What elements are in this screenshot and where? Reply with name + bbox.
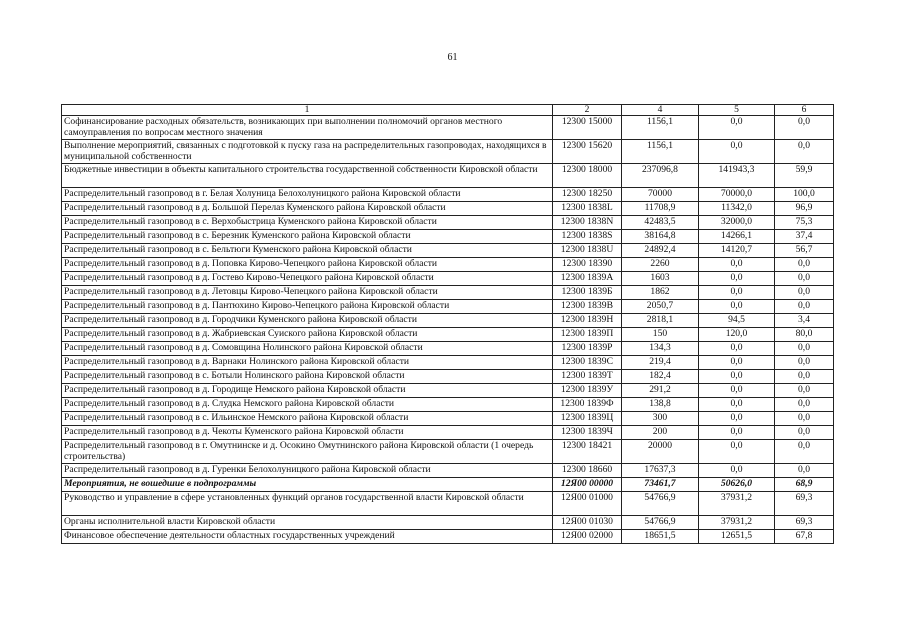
- row-code: 12300 1838U: [553, 244, 622, 258]
- row-value-percent: 0,0: [775, 356, 834, 370]
- row-value-actual: 0,0: [699, 258, 775, 272]
- row-value-percent: 59,9: [775, 164, 834, 188]
- row-value-percent: 69,3: [775, 492, 834, 516]
- row-value-percent: 0,0: [775, 140, 834, 164]
- table-row: [62, 140, 834, 164]
- row-code: 12300 1839Ч: [553, 426, 622, 440]
- row-value-plan: 17637,3: [622, 464, 699, 478]
- row-value-actual: 0,0: [699, 426, 775, 440]
- row-name: Бюджетные инвестиции в объекты капитального строительства государственной собственности Кировской области: [62, 164, 553, 188]
- table-row: [62, 286, 834, 300]
- row-name: Распределительный газопровод в с. Бельтюги Куменского района Кировской области: [62, 244, 553, 258]
- row-code: 12300 18390: [553, 258, 622, 272]
- row-value-actual: 70000,0: [699, 188, 775, 202]
- row-value-percent: 0,0: [775, 426, 834, 440]
- table-row: [62, 342, 834, 356]
- row-code: 12300 1839Т: [553, 370, 622, 384]
- table-row: [62, 202, 834, 216]
- table-row: [62, 258, 834, 272]
- table-row: [62, 412, 834, 426]
- header-col-4: 4: [622, 105, 699, 116]
- row-value-plan: 24892,4: [622, 244, 699, 258]
- row-value-actual: 14266,1: [699, 230, 775, 244]
- row-name: Распределительный газопровод в д. Слудка Немского района Кировской области: [62, 398, 553, 412]
- row-value-percent: 0,0: [775, 384, 834, 398]
- table-body: [62, 116, 834, 544]
- row-name: Распределительный газопровод в с. Ботыли Нолинского района Кировской области: [62, 370, 553, 384]
- row-value-actual: 0,0: [699, 398, 775, 412]
- row-code: 12300 1839Р: [553, 342, 622, 356]
- row-value-percent: 0,0: [775, 286, 834, 300]
- table-row: [62, 398, 834, 412]
- row-code: 12300 1838L: [553, 202, 622, 216]
- row-value-percent: 80,0: [775, 328, 834, 342]
- row-value-plan: 200: [622, 426, 699, 440]
- row-value-plan: 11708,9: [622, 202, 699, 216]
- row-value-plan: 2050,7: [622, 300, 699, 314]
- row-code: 12300 1839В: [553, 300, 622, 314]
- row-name: Финансовое обеспечение деятельности областных государственных учреждений: [62, 530, 553, 544]
- row-name: Распределительный газопровод в д. Жабриевская Суиского района Кировской области: [62, 328, 553, 342]
- header-col-5: 5: [699, 105, 775, 116]
- row-value-actual: 50626,0: [699, 478, 775, 492]
- row-value-percent: 75,3: [775, 216, 834, 230]
- row-value-plan: 138,8: [622, 398, 699, 412]
- row-value-actual: 0,0: [699, 464, 775, 478]
- row-value-actual: 0,0: [699, 272, 775, 286]
- row-value-actual: 0,0: [699, 286, 775, 300]
- row-value-plan: 2260: [622, 258, 699, 272]
- table-row: [62, 188, 834, 202]
- row-value-plan: 38164,8: [622, 230, 699, 244]
- row-name: Софинансирование расходных обязательств, возникающих при выполнении полномочий органов местного самоуправления по вопросам местного значения: [62, 116, 553, 140]
- table-row: [62, 328, 834, 342]
- table-row: [62, 516, 834, 530]
- row-name: Выполнение мероприятий, связанных с подготовкой к пуску газа на распределительных газопроводах, находящихся в муниципальной собственности: [62, 140, 553, 164]
- row-value-percent: 68,9: [775, 478, 834, 492]
- row-code: 12300 1838S: [553, 230, 622, 244]
- row-name: Распределительный газопровод в д. Городище Немского района Кировской области: [62, 384, 553, 398]
- row-value-percent: 3,4: [775, 314, 834, 328]
- row-code: 12Я00 01030: [553, 516, 622, 530]
- table-row: [62, 530, 834, 544]
- row-code: 12300 1839Ф: [553, 398, 622, 412]
- row-code: 12300 1839С: [553, 356, 622, 370]
- row-code: 12300 1839Н: [553, 314, 622, 328]
- row-name: Распределительный газопровод в с. Ильинское Немского района Кировской области: [62, 412, 553, 426]
- row-code: 12Я00 00000: [553, 478, 622, 492]
- row-name: Распределительный газопровод в д. Варнаки Нолинского района Кировской области: [62, 356, 553, 370]
- row-value-actual: 94,5: [699, 314, 775, 328]
- row-value-plan: 20000: [622, 440, 699, 464]
- row-value-percent: 67,8: [775, 530, 834, 544]
- table-row: [62, 230, 834, 244]
- table-row: [62, 492, 834, 516]
- row-code: 12300 15000: [553, 116, 622, 140]
- row-value-actual: 14120,7: [699, 244, 775, 258]
- header-col-2: 2: [553, 105, 622, 116]
- row-value-plan: 300: [622, 412, 699, 426]
- row-value-percent: 0,0: [775, 398, 834, 412]
- row-value-actual: 0,0: [699, 440, 775, 464]
- row-name: Распределительный газопровод в д. Большой Перелаз Куменского района Кировской области: [62, 202, 553, 216]
- row-name: Распределительный газопровод в д. Гостево Кирово-Чепецкого района Кировской области: [62, 272, 553, 286]
- table-row: [62, 216, 834, 230]
- row-code: 12300 15620: [553, 140, 622, 164]
- row-code: 12300 1839А: [553, 272, 622, 286]
- table-row: [62, 384, 834, 398]
- table-row: [62, 272, 834, 286]
- table-row: [62, 356, 834, 370]
- row-value-plan: 237096,8: [622, 164, 699, 188]
- row-value-percent: 56,7: [775, 244, 834, 258]
- row-code: 12300 1839Б: [553, 286, 622, 300]
- row-value-percent: 0,0: [775, 272, 834, 286]
- row-value-actual: 0,0: [699, 116, 775, 140]
- row-value-plan: 150: [622, 328, 699, 342]
- row-value-percent: 0,0: [775, 412, 834, 426]
- row-value-actual: 32000,0: [699, 216, 775, 230]
- page-number: 61: [447, 52, 458, 63]
- row-code: 12300 18250: [553, 188, 622, 202]
- row-value-percent: 0,0: [775, 300, 834, 314]
- row-value-plan: 182,4: [622, 370, 699, 384]
- header-col-1: 1: [62, 105, 553, 116]
- table-row: [62, 426, 834, 440]
- row-code: 12300 18421: [553, 440, 622, 464]
- row-value-percent: 37,4: [775, 230, 834, 244]
- row-name: Руководство и управление в сфере установленных функций органов государственной власти Кировской области: [62, 492, 553, 516]
- row-value-plan: 42483,5: [622, 216, 699, 230]
- row-value-actual: 0,0: [699, 140, 775, 164]
- table-row: [62, 300, 834, 314]
- row-name: Распределительный газопровод в д. Гуренки Белохолуницкого района Кировской области: [62, 464, 553, 478]
- row-value-plan: 1603: [622, 272, 699, 286]
- row-value-actual: 0,0: [699, 370, 775, 384]
- row-value-actual: 0,0: [699, 384, 775, 398]
- row-code: 12300 1839П: [553, 328, 622, 342]
- row-value-plan: 1156,1: [622, 116, 699, 140]
- header-row: [62, 105, 834, 116]
- row-value-plan: 1862: [622, 286, 699, 300]
- row-name: Распределительный газопровод в с. Березник Куменского района Кировской области: [62, 230, 553, 244]
- row-value-actual: 37931,2: [699, 516, 775, 530]
- row-value-percent: 0,0: [775, 342, 834, 356]
- row-code: 12Я00 02000: [553, 530, 622, 544]
- row-name: Распределительный газопровод в д. Поповка Кирово-Чепецкого района Кировской области: [62, 258, 553, 272]
- table-row: [62, 370, 834, 384]
- row-name: Распределительный газопровод в д. Пантюхино Кирово-Чепецкого района Кировской области: [62, 300, 553, 314]
- table-row: [62, 478, 834, 492]
- row-value-actual: 12651,5: [699, 530, 775, 544]
- row-value-plan: 134,3: [622, 342, 699, 356]
- row-value-plan: 291,2: [622, 384, 699, 398]
- row-value-plan: 73461,7: [622, 478, 699, 492]
- table-row: [62, 116, 834, 140]
- row-value-plan: 70000: [622, 188, 699, 202]
- row-value-plan: 54766,9: [622, 492, 699, 516]
- row-value-plan: 54766,9: [622, 516, 699, 530]
- row-code: 12300 1839Ц: [553, 412, 622, 426]
- row-name: Распределительный газопровод в д. Сомовщина Нолинского района Кировской области: [62, 342, 553, 356]
- table-row: [62, 164, 834, 188]
- row-name: Распределительный газопровод в д. Летовцы Кирово-Чепецкого района Кировской области: [62, 286, 553, 300]
- row-code: 12Я00 01000: [553, 492, 622, 516]
- table-row: [62, 440, 834, 464]
- row-value-actual: 141943,3: [699, 164, 775, 188]
- row-value-plan: 1156,1: [622, 140, 699, 164]
- row-code: 12300 18000: [553, 164, 622, 188]
- row-code: 12300 1839У: [553, 384, 622, 398]
- row-value-percent: 100,0: [775, 188, 834, 202]
- row-value-actual: 120,0: [699, 328, 775, 342]
- table-row: [62, 314, 834, 328]
- row-value-plan: 219,4: [622, 356, 699, 370]
- row-value-percent: 0,0: [775, 464, 834, 478]
- row-name: Распределительный газопровод в д. Городчики Куменского района Кировской области: [62, 314, 553, 328]
- row-value-actual: 0,0: [699, 356, 775, 370]
- row-code: 12300 1838N: [553, 216, 622, 230]
- row-name: Распределительный газопровод в д. Чекоты Куменского района Кировской области: [62, 426, 553, 440]
- table-row: [62, 244, 834, 258]
- row-name: Распределительный газопровод в с. Верхобыстрица Куменского района Кировской области: [62, 216, 553, 230]
- row-value-actual: 37931,2: [699, 492, 775, 516]
- row-code: 12300 18660: [553, 464, 622, 478]
- row-value-actual: 0,0: [699, 300, 775, 314]
- row-value-plan: 18651,5: [622, 530, 699, 544]
- row-name: Распределительный газопровод в г. Белая Холуница Белохолуницкого района Кировской области: [62, 188, 553, 202]
- row-value-actual: 0,0: [699, 412, 775, 426]
- row-name: Органы исполнительной власти Кировской области: [62, 516, 553, 530]
- row-value-plan: 2818,1: [622, 314, 699, 328]
- row-value-actual: 0,0: [699, 342, 775, 356]
- table-row: [62, 464, 834, 478]
- row-value-percent: 96,9: [775, 202, 834, 216]
- row-name: Распределительный газопровод в г. Омутнинске и д. Осокино Омутнинского района Кировской области (1 очередь строительства): [62, 440, 553, 464]
- row-value-actual: 11342,0: [699, 202, 775, 216]
- row-value-percent: 0,0: [775, 116, 834, 140]
- header-col-6: 6: [775, 105, 834, 116]
- row-value-percent: 0,0: [775, 440, 834, 464]
- budget-table: [61, 104, 834, 544]
- row-value-percent: 0,0: [775, 258, 834, 272]
- row-name: Мероприятия, не вошедшие в подпрограммы: [62, 478, 553, 492]
- row-value-percent: 69,3: [775, 516, 834, 530]
- row-value-percent: 0,0: [775, 370, 834, 384]
